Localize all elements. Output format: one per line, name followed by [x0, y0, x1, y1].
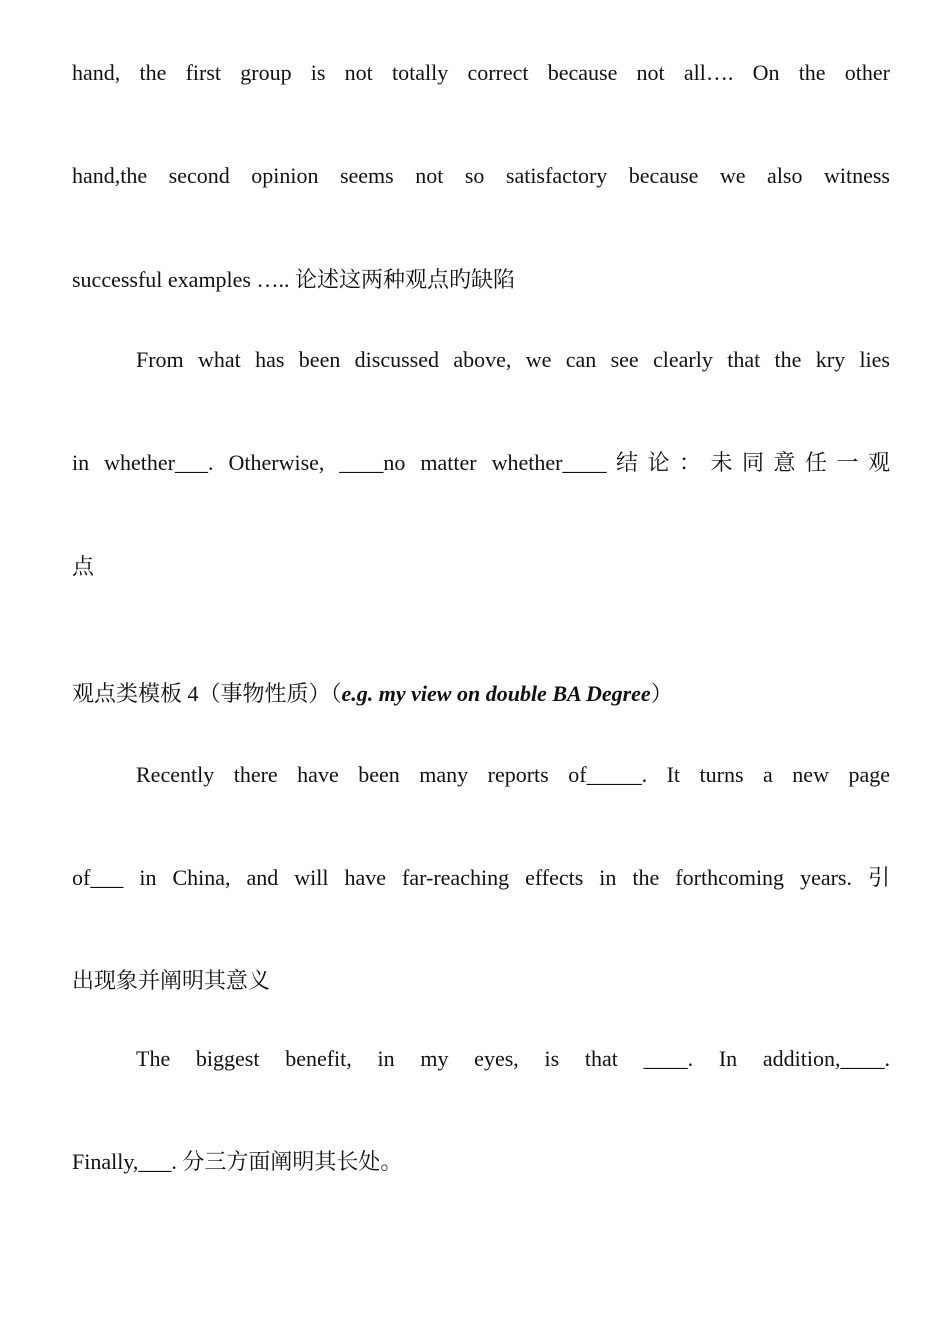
paragraph2-line3: 点 [72, 554, 95, 579]
paragraph4-line1: The biggest benefit, in my eyes, is that ____. In addition,____. [136, 1046, 890, 1071]
heading-prefix: 观点类模板 4（事物性质）（ [72, 681, 342, 706]
paragraph3-line3: 出现象并阐明其意义 [72, 968, 271, 993]
paragraph1-line3: successful examples ….. 论述这两种观点旳缺陷 [72, 267, 515, 292]
paragraph1-line2: hand,the second opinion seems not so satisfactory because we also witness [72, 163, 890, 188]
heading-example: e.g. my view on double BA Degree [341, 681, 651, 706]
paragraph2-line1: From what has been discussed above, we can see clearly that the kry lies [136, 347, 890, 372]
paragraph1-line1: hand, the first group is not totally correct because not all…. On the other [72, 60, 890, 85]
paragraph2-line2: in whether___. Otherwise, ____no matter whether____结论：未同意任一观 [72, 450, 890, 475]
paragraph3-line1: Recently there have been many reports of_____. It turns a new page [136, 762, 890, 787]
template-heading [72, 679, 890, 709]
heading-suffix: ） [650, 681, 673, 706]
paragraph4-line2: Finally,___. 分三方面阐明其长处。 [72, 1149, 403, 1174]
paragraph3-line2: of___ in China, and will have far-reaching effects in the forthcoming years. 引 [72, 865, 890, 890]
